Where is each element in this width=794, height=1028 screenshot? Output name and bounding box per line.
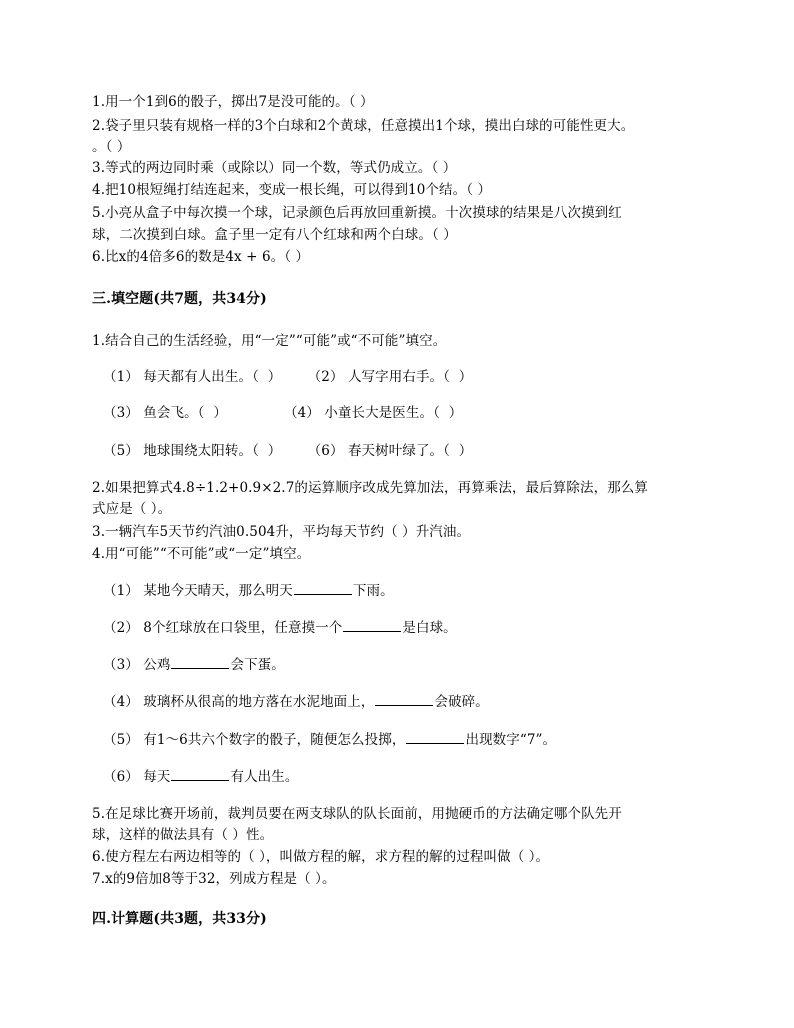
fill-question-3: 3.一辆汽车5天节约汽油0.504升，平均每天节约（ ）升汽油。 [92,524,471,540]
fill-question-4: 4.用“可能”“不可能”或“一定”填空。 [92,546,311,562]
answer-blank[interactable] [375,692,433,706]
judgment-item-4: 4.把10根短绳打结连起来，变成一根长绳，可以得到10个结。（ ） [92,182,492,198]
item-text-after: 下雨。 [352,583,394,599]
fill-question-1-row-3: （5） 地球围绕太阳转。（ ） （6） 春天树叶绿了。（ ） [103,443,473,459]
fill-question-7: 7.x的9倍加8等于32，列成方程是（ ）。 [92,871,336,887]
judgment-item-5-continued: 球，二次摸到白球。盒子里一定有八个红球和两个白球。（ ） [92,227,457,243]
fill-question-2: 2.如果把算式4.8÷1.2+0.9×2.7的运算顺序改成先算加法，再算乘法，最后算除法，那么算 [92,480,648,496]
fill-question-4-item-4 [103,692,489,711]
judgment-item-3: 3.等式的两边同时乘（或除以）同一个数，等式仍成立。（ ） [92,160,457,176]
item-text-after: 会下蛋。 [230,657,285,673]
answer-blank[interactable] [171,655,229,669]
item-text-after: 有人出生。 [230,769,299,785]
item-text-before: （2） 8个红球放在口袋里，任意摸一个 [103,620,343,636]
item-text-after: 出现数字“7”。 [465,732,557,748]
fill-question-4-item-3 [103,655,285,674]
item-text-before: （5） 有1～6共六个数字的骰子，随便怎么投掷， [103,732,406,748]
fill-question-1-row-2: （3） 鱼会飞。（ ） （4） 小童长大是医生。（ ） [103,405,463,421]
section-4-title: 四.计算题(共3题，共33分) [92,911,267,927]
section-3-title: 三.填空题(共7题，共34分) [92,291,267,307]
fill-question-5-continued: 球，这样的做法具有（ ）性。 [92,827,274,843]
fill-question-4-item-1 [103,581,394,600]
fill-question-4-item-2 [103,618,457,637]
item-text-before: （1） 某地今天晴天，那么明天 [103,583,293,599]
judgment-item-2-continued: 。（ ） [92,139,131,155]
fill-question-1: 1.结合自己的生活经验，用“一定”“可能”或“不可能”填空。 [92,333,447,349]
judgment-item-2: 2.袋子里只装有规格一样的3个白球和2个黄球，任意摸出1个球，摸出白球的可能性更大。 [92,118,635,134]
judgment-item-6: 6.比x的4倍多6的数是4x + 6。（ ） [92,249,310,265]
fill-question-6: 6.使方程左右两边相等的（ ），叫做方程的解，求方程的解的过程叫做（ ）。 [92,849,550,865]
answer-blank[interactable] [406,730,464,744]
item-text-before: （4） 玻璃杯从很高的地方落在水泥地面上， [103,694,375,710]
item-text-before: （6） 每天 [103,769,171,785]
judgment-item-5: 5.小亮从盒子中每次摸一个球，记录颜色后再放回重新摸。十次摸球的结果是八次摸到红 [92,205,622,221]
answer-blank[interactable] [343,618,401,632]
item-text-after: 是白球。 [402,620,457,636]
answer-blank[interactable] [294,581,352,595]
fill-question-4-item-6 [103,767,298,786]
fill-question-1-row-1: （1） 每天都有人出生。（ ） （2） 人写字用右手。（ ） [103,369,473,385]
judgment-item-1: 1.用一个1到6的骰子，掷出7是没可能的。（ ） [92,94,374,110]
answer-blank[interactable] [171,767,229,781]
fill-question-2-continued: 式应是（ ）。 [92,501,172,517]
fill-question-4-item-5 [103,730,556,749]
item-text-after: 会破碎。 [434,694,489,710]
item-text-before: （3） 公鸡 [103,657,171,673]
fill-question-5: 5.在足球比赛开场前，裁判员要在两支球队的队长面前，用抛硬币的方法确定哪个队先开 [92,806,622,822]
